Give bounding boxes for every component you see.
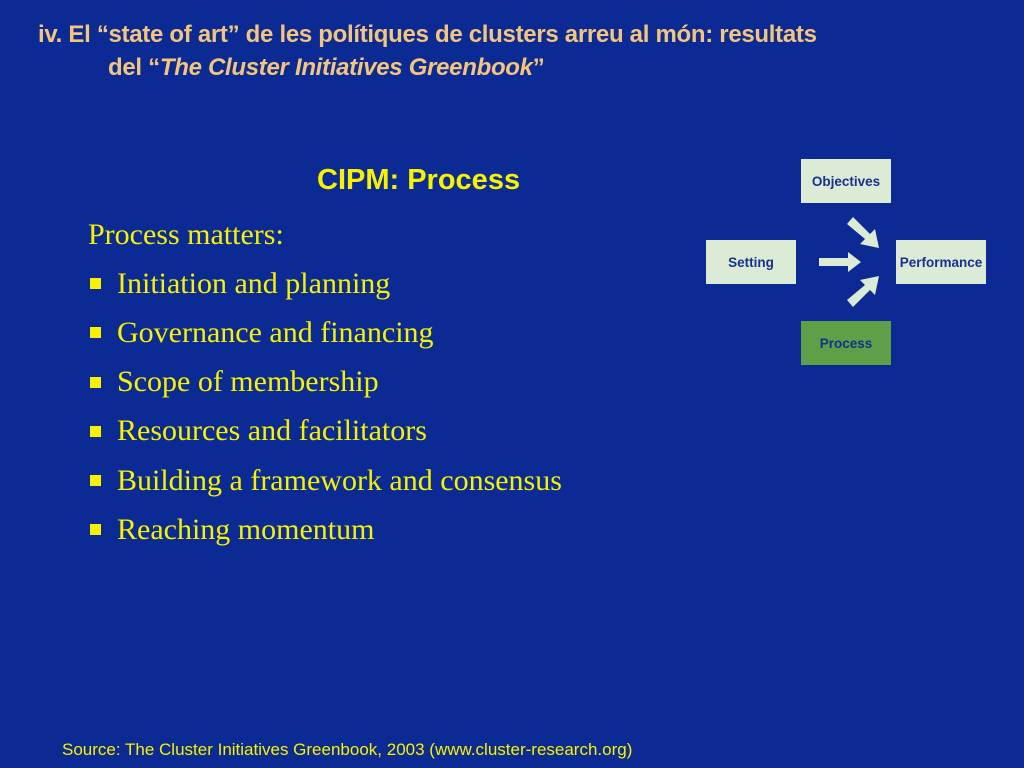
list-item-text: Initiation and planning — [117, 266, 391, 300]
intro-text: Process matters: — [88, 217, 284, 251]
list-item-text: Building a framework and consensus — [117, 463, 562, 497]
title-line-1: iv. El “state of art” de les polítiques de clusters arreu al món: resultats — [38, 21, 817, 48]
process-box: Process — [801, 321, 891, 365]
arrow-up-right-icon — [847, 276, 879, 307]
title-book-name: The Cluster Initiatives Greenbook — [159, 54, 533, 81]
arrow-right-icon — [819, 252, 861, 272]
list-item-text: Resources and facilitators — [117, 414, 427, 448]
list-item-text: Scope of membership — [117, 365, 379, 399]
list-item-text: Reaching momentum — [117, 512, 375, 546]
title-suffix: ” — [532, 54, 545, 81]
list-item-text: Governance and financing — [117, 315, 434, 349]
objectives-box: Objectives — [801, 159, 891, 203]
arrow-down-right-icon — [847, 217, 879, 248]
source-citation: Source: The Cluster Initiatives Greenbook, 2003 (www.cluster-research.org) — [62, 740, 633, 759]
title-prefix: del “ — [108, 54, 160, 81]
setting-box: Setting — [706, 240, 796, 284]
performance-box: Performance — [896, 240, 986, 284]
section-heading: CIPM: Process — [317, 164, 521, 196]
